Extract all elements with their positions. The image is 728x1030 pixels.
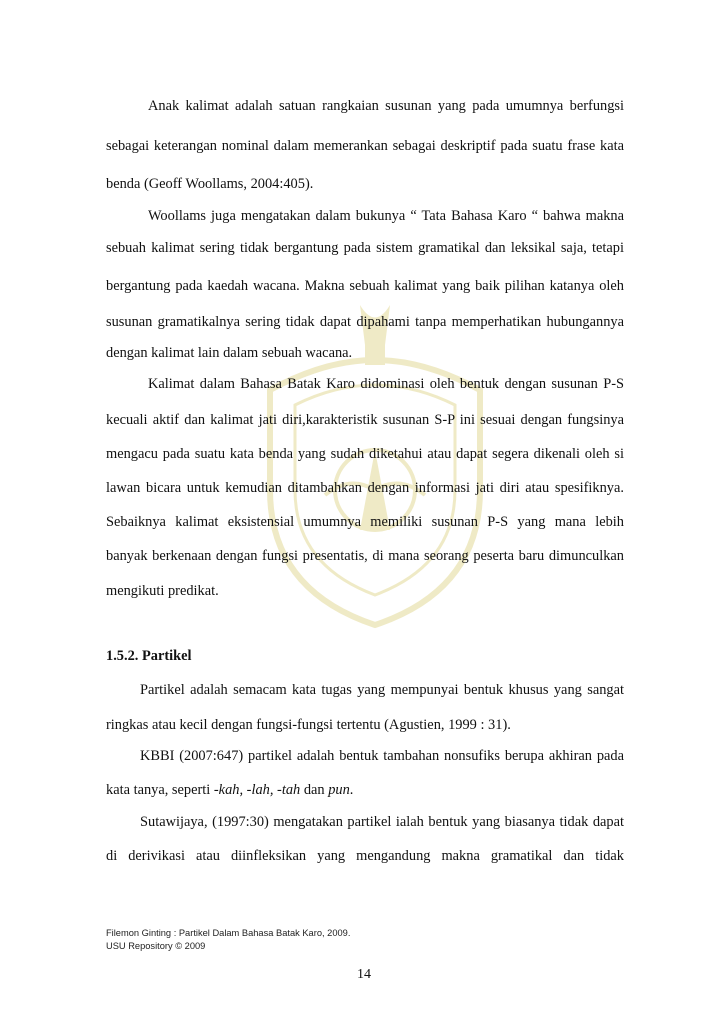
p2-line1: Woollams juga mengatakan dalam bukunya “ Tata Bahasa Karo “ bahwa makna (148, 208, 624, 224)
p4-line1: Partikel adalah semacam kata tugas yang mempunyai bentuk khusus yang sangat (140, 682, 624, 698)
particle-pun: pun (328, 782, 350, 798)
p2-line2: sebuah kalimat sering tidak bergantung pada sistem gramatikal dan leksikal saja, tetapi (106, 240, 624, 256)
section-heading: 1.5.2. Partikel (106, 648, 192, 664)
p3-line3: mengacu pada suatu kata benda yang sudah diketahui atau dapat segera dikenali oleh si (106, 446, 624, 462)
p3-line2: kecuali aktif dan kalimat jati diri,karakteristik susunan S-P ini sesuai dengan fungsinya (106, 412, 624, 428)
p3-line6: banyak berkenaan dengan fungsi presentatis, di mana seorang peserta baru dimunculkan (106, 548, 624, 564)
particle-examples: -kah, -lah, -tah (213, 782, 301, 798)
p2-line5: dengan kalimat lain dalam sebuah wacana. (106, 345, 353, 361)
p1-line1: Anak kalimat adalah satuan rangkaian susunan yang pada umumnya berfungsi (148, 98, 624, 114)
p6-line2: di derivikasi atau diinfleksikan yang mengandung makna gramatikal dan tidak (106, 848, 624, 864)
p5-line2: kata tanya, seperti -kah, -lah, -tah dan pun. (106, 782, 354, 798)
p3-line5: Sebaiknya kalimat eksistensial umumnya memiliki susunan P-S yang mana lebih (106, 514, 624, 530)
p2-line4: susunan gramatikalnya sering tidak dapat dipahami tanpa memperhatikan hubungannya (106, 314, 624, 330)
p3-line4: lawan bicara untuk kemudian ditambahkan dengan informasi jati diri atau spesifiknya. (106, 480, 624, 496)
p5-line1: KBBI (2007:647) partikel adalah bentuk tambahan nonsufiks berupa akhiran pada (140, 748, 624, 764)
p1-line2: sebagai keterangan nominal dalam memerankan sebagai deskriptif pada suatu frase kata (106, 138, 624, 154)
p4-line2: ringkas atau kecil dengan fungsi-fungsi tertentu (Agustien, 1999 : 31). (106, 717, 511, 733)
p3-line1: Kalimat dalam Bahasa Batak Karo didominasi oleh bentuk dengan susunan P-S (148, 376, 624, 392)
p1-line3: benda (Geoff Woollams, 2004:405). (106, 176, 314, 192)
footer-citation: Filemon Ginting : Partikel Dalam Bahasa Batak Karo, 2009. (106, 928, 351, 938)
p3-line7: mengikuti predikat. (106, 583, 219, 599)
footer-repository: USU Repository © 2009 (106, 941, 206, 951)
page-number: 14 (357, 967, 371, 982)
p6-line1: Sutawijaya, (1997:30) mengatakan partikel ialah bentuk yang biasanya tidak dapat (140, 814, 624, 830)
p2-line3: bergantung pada kaedah wacana. Makna sebuah kalimat yang baik pilihan katanya oleh (106, 278, 624, 294)
